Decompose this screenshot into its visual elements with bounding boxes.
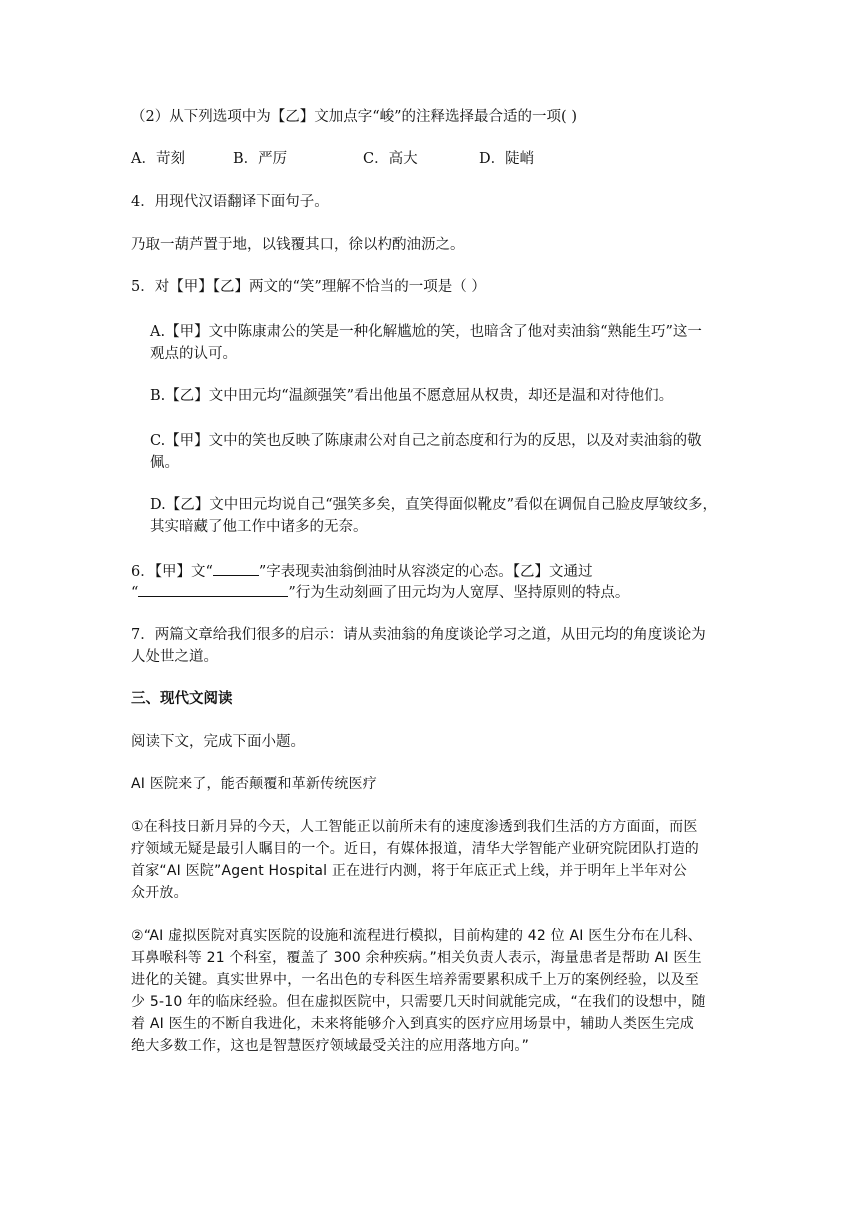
question-6-line2 (131, 582, 629, 603)
question-4-stem: 4．用现代汉语翻译下面句子。 (131, 194, 329, 210)
paragraph-1-line: 首家“AI 医院”Agent Hospital 正在进行内测，将于年底正式上线，并于明年上半年对公 (131, 863, 687, 879)
paragraph-2-line: 进化的关键。真实世界中，一名出色的专科医生培养需要累积成千上万的案例经验，以及至 (131, 972, 699, 988)
article-title: AI 医院来了，能否颠覆和革新传统医疗 (131, 776, 377, 792)
question-5-option-c-line1: C.【甲】文中的笑也反映了陈康肃公对自己之前态度和行为的反思，以及对卖油翁的敬 (150, 433, 702, 449)
paragraph-2-line: ②“AI 虚拟医院对真实医院的设施和流程进行模拟，目前构建的 42 位 AI 医生分布在儿科、 (131, 928, 702, 944)
paragraph-1-line: 众开放。 (131, 885, 188, 901)
question-6-text-4: ”行为生动刻画了田元均为人宽厚、坚持原则的特点。 (288, 585, 630, 601)
question-6-line1 (131, 561, 593, 582)
question-5-option-d-line2: 其实暗藏了他工作中诸多的无奈。 (150, 519, 368, 535)
section-heading: 三、现代文阅读 (131, 691, 233, 707)
paragraph-2-line: 耳鼻喉科等 21 个科室，覆盖了 300 余种疾病。”相关负责人表示，海量患者是帮助 AI 医生 (131, 950, 702, 966)
question-5-option-a-line1: A.【甲】文中陈康肃公的笑是一种化解尴尬的笑，也暗含了他对卖油翁“熟能生巧”这一 (150, 324, 702, 340)
question-7-line1: 7．两篇文章给我们很多的启示：请从卖油翁的角度谈论学习之道，从田元均的角度谈论为 (131, 627, 706, 643)
paragraph-2-line: 绝大多数工作，这也是智慧医疗领域最受关注的应用落地方向。” (131, 1038, 530, 1054)
question-2-stem: （2）从下列选项中为【乙】文加点字“峻”的注释选择最合适的一项( ) (131, 109, 577, 125)
paragraph-2-line: 着 AI 医生的不断自我进化，未来将能够介入到真实的医疗应用场景中，辅助人类医生完成 (131, 1016, 695, 1032)
question-5-option-d-line1: D.【乙】文中田元均说自己“强笑多矣，直笑得面似靴皮”看似在调侃自己脸皮厚皱纹多， (150, 497, 718, 513)
question-5-option-a-line2: 观点的认可。 (150, 346, 237, 362)
answer-blank-2[interactable] (138, 582, 288, 597)
question-6-text-2: ”字表现卖油翁倒油时从容淡定的心态。【乙】文通过 (258, 564, 593, 580)
question-5-option-c-line2: 佩。 (150, 455, 179, 471)
option-c: C．高大 (363, 151, 418, 167)
question-4-sentence: 乃取一葫芦置于地，以钱覆其口，徐以杓酌油沥之。 (131, 237, 465, 253)
question-6-text-1: 6．【甲】文“ (131, 564, 213, 580)
question-7-line2: 人处世之道。 (131, 649, 218, 665)
option-b: B．严厉 (233, 151, 288, 167)
answer-blank-1[interactable] (213, 561, 259, 576)
option-d: D．陡峭 (479, 151, 535, 167)
question-6-text-3: “ (131, 585, 139, 601)
option-a: A．苛刻 (131, 151, 185, 167)
paragraph-2-line: 少 5-10 年的临床经验。但在虚拟医院中，只需要几天时间就能完成，“在我们的设想中，随 (131, 994, 706, 1010)
question-5-option-b: B.【乙】文中田元均“温颜强笑”看出他虽不愿意屈从权贵，却还是温和对待他们。 (150, 388, 674, 404)
paragraph-1-line: ①在科技日新月异的今天，人工智能正以前所未有的速度渗透到我们生活的方方面面，而医 (131, 819, 698, 835)
paragraph-1-line: 疗领域无疑是最引人瞩目的一个。近日，有媒体报道，清华大学智能产业研究院团队打造的 (131, 841, 699, 857)
section-instruction: 阅读下文，完成下面小题。 (131, 734, 305, 750)
question-5-stem: 5．对【甲】【乙】两文的“笑”理解不恰当的一项是（ ） (131, 279, 486, 295)
